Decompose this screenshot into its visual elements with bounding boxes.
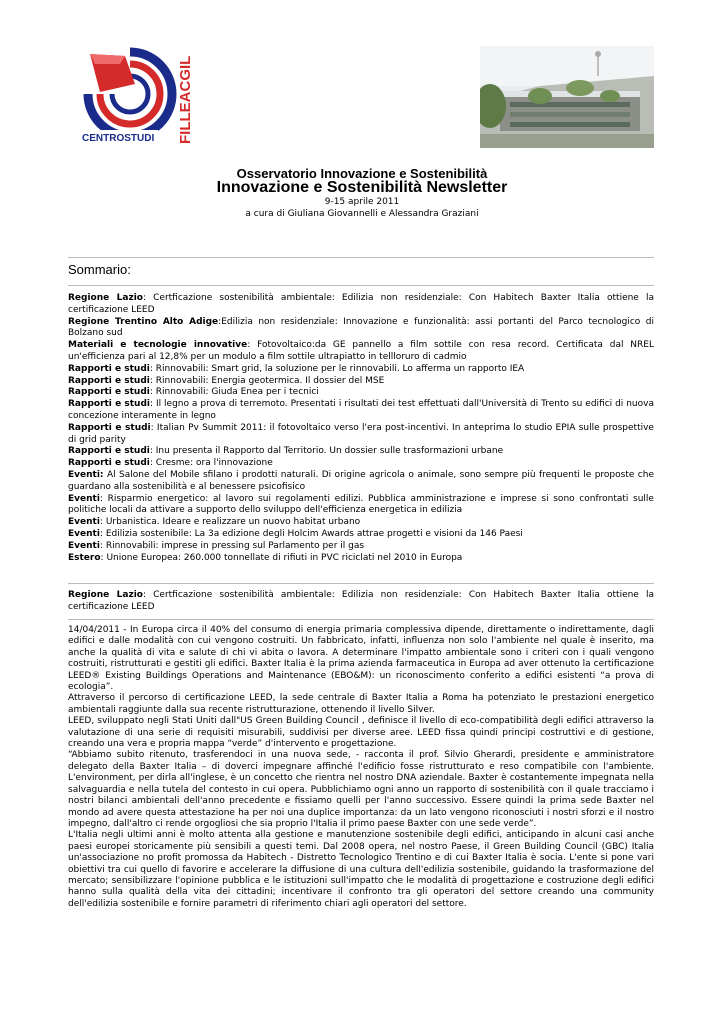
toc-item-label: Rapporti e studi xyxy=(68,387,150,398)
article-heading xyxy=(68,589,654,613)
article-separator: : xyxy=(142,590,154,600)
toc-item[interactable] xyxy=(68,458,654,470)
toc-item-text: Cresme: ora l'innovazione xyxy=(155,458,273,469)
divider xyxy=(68,583,654,584)
toc-item-text: Urbanistica. Ideare e realizzare un nuovo habitat urbano xyxy=(105,517,361,528)
toc-item-text: Rinnovabili: Smart grid, la soluzione per le rinnovabili. Lo afferma un rapporto IEA xyxy=(155,363,525,374)
building-photo xyxy=(480,46,654,148)
toc-item-label: Regione Lazio xyxy=(68,293,143,303)
toc-item-text: Rinnovabili: imprese in pressing sul Parlamento per il gas xyxy=(105,540,365,551)
toc-item-text: Edilizia non residenziale: Innovazione e funzionalità: assi portanti del Parco tecnologico di Bolzano sud xyxy=(68,316,654,339)
toc-item-label: Eventi xyxy=(68,493,100,504)
article-paragraph: “Abbiamo subito ritenuto, trasferendoci in una nuova sede, - racconta il prof. Silvio Gherardi, presidente e amministratore delegato della Baxter Italia – di doverci impegnare affinché l'edificio fosse ristrutturato e reso compatibile con l'ambiente. L'environment, per dirla all'inglese, è un concetto che rientra nel nostro DNA aziendale. Baxter è costantemente impegnata nella salvaguardia e nella tutela del contesto in cui opera. Pubblichiamo ogni anno un rapporto di sostenibilità con il quale tracciamo i nostri bilanci ambientali dell'anno precedente e fissiamo quelli per l'anno successivo. Essere quindi la prima sede Baxter nel mondo ad avere questa attestazione ha per noi una duplice importanza: da un lato vengono riconosciuti i nostri sforzi e il nostro impegno, dall'altro ci rende orgogliosi che sia proprio l'Italia il primo paese Baxter con une sede verde”. xyxy=(68,750,654,829)
toc-item-separator: : xyxy=(99,540,106,551)
toc-item[interactable] xyxy=(68,399,654,423)
toc-item[interactable] xyxy=(68,553,654,565)
toc-item[interactable] xyxy=(68,293,654,317)
article-paragraph: LEED, sviluppato negli Stati Uniti dall"US Green Building Council , definisce il livello di eco-compatibilità degli edifici attraverso la valutazione di una serie di requisiti misurabili, suddivisi per diverse aree. LEED fissa quindi principi costruttivi e di gestione, creando una vera e propria mappa “verde” d'intervento e progettazione. xyxy=(68,716,654,750)
toc-item-label: Materiali e tecnologie innovative xyxy=(68,340,248,351)
centro-studi-fillea-logo xyxy=(80,44,198,154)
sommario-heading: Sommario: xyxy=(68,262,131,277)
article-title-text: Certficazione sostenibilità ambientale: Edilizia non residenziale: Con Habitech Baxter Italia ottiene la certificazione LEED xyxy=(68,590,654,612)
toc-item-label: Rapporti e studi xyxy=(68,458,150,469)
divider xyxy=(68,257,654,258)
toc-item-separator: : xyxy=(100,552,107,563)
toc-item-text: Fotovoltaico:da GE pannello a film sottile con resa record. Certificata dal NREL un'efficienza pari al 12,8% per un modulo a film sottile ultrapiatto in tellloruro di cadmio xyxy=(68,340,654,362)
newsletter-authors: a cura di Giuliana Giovannelli e Alessandra Graziani xyxy=(245,209,479,219)
toc-item-text: Il legno a prova di terremoto. Presentati i risultati dei test effettuati dall'Università di Trento su edifici di nuova concezione interamente in legno xyxy=(68,399,654,421)
toc-item-text: Al Salone del Mobile sfilano i prodotti naturali. Di origine agricola o animale, sono sempre più frequenti le proposte che guardano alla sostenibilità e al benessere psicofisico xyxy=(68,469,654,492)
newsletter-date: 9-15 aprile 2011 xyxy=(324,197,400,207)
toc-item-text: Edilizia sostenibile: La 3a edizione degli Holcim Awards attrae progetti e visioni da 146 Paesi xyxy=(105,528,523,539)
article-paragraph: Attraverso il percorso di certificazione LEED, la sede centrale di Baxter Italia a Roma ha potenziato le prestazioni energetico ambientali raggiunte dalla sua recente ristrutturazione, ottenendo il livello Silver. xyxy=(68,693,654,715)
toc-item[interactable] xyxy=(68,529,654,541)
article-body xyxy=(68,625,654,910)
toc-item-label: Regione Trentino Alto Adige xyxy=(68,316,219,327)
toc-item-label: Eventi xyxy=(68,540,100,551)
toc-item-text: Rinnovabili: Energia geotermica. Il dossier del MSE xyxy=(155,375,385,386)
logo-text-centro: CENTROSTUDI xyxy=(82,133,155,144)
toc-item-label: Eventi: xyxy=(68,469,104,480)
article-paragraph: L'Italia negli ultimi anni è molto attenta alla gestione e manutenzione sostenibile degli edifici, anticipando in alcuni casi anche paesi europei storicamente più sensibili a questi temi. Dal 2008 opera, nel nostro Paese, il Green Building Council (GBC) Italia un'associazione no profit promossa da Habitech - Distretto Tecnologico Trentino e di cui Baxter Italia è socia. L'ente si pone vari obiettivi tra cui quello di favorire e accelerare la diffusione di una cultura dell'edilizia sostenibile, guidando la trasformazione del mercato; sensibilizzare l'opinione pubblica e le istituzioni sull'impatto che le modalità di progettazione e costruzione degli edifici hanno sulla qualità della vita dei cittadini; incentivare il confronto tra gli operatori del settore creando una community dell'edilizia sostenibile e fornire parametri di riferimento chiari agli operatori del settore. xyxy=(68,830,654,909)
toc-item[interactable] xyxy=(68,446,654,458)
toc-item-separator: : xyxy=(149,446,156,457)
toc-item-separator: : xyxy=(149,363,156,374)
toc-item-separator: : xyxy=(142,293,154,303)
toc-item-text: Inu presenta il Rapporto dal Territorio. Un dossier sulle trasformazioni urbane xyxy=(155,446,504,457)
toc-item-text: Rinnovabili: Giuda Enea per i tecnici xyxy=(155,387,319,398)
article-paragraph: 14/04/2011 - In Europa circa il 40% del consumo di energia primaria complessiva dipende, direttamente o indirettamente, dagli edifici e dalle modalità con cui vengono costruiti. Un fabbricato, infatti, influenza non solo l'ambiente nel quale è inserito, ma anche la qualità di vita e salute di chi vi abita o lavora. A determinare l'impatto ambientale sono i criteri con i quali vengono costruiti, ristrutturati e gestiti gli edifici. Baxter Italia è la prima azienda farmaceutica in Europa ad aver ottenuto la certificazione LEED® Existing Buildings Operations and Maintenance (EBO&M): un riconoscimento conferito a edifici esistenti “a prova di ecologia”. xyxy=(68,625,654,693)
toc-item[interactable] xyxy=(68,364,654,376)
toc-item-separator: : xyxy=(150,422,157,433)
toc-item-label: Rapporti e studi xyxy=(68,363,150,374)
toc-item-separator: : xyxy=(99,517,106,528)
toc-item-separator: : xyxy=(247,340,258,351)
toc-item[interactable] xyxy=(68,517,654,529)
toc-item-label: Rapporti e studi xyxy=(68,375,150,386)
article-region-label: Regione Lazio xyxy=(68,590,143,600)
toc-item-separator: : xyxy=(150,399,156,410)
toc-item-text: Certficazione sostenibilità ambientale: Edilizia non residenziale: Con Habitech Baxter Italia ottiene la certificazione LEED xyxy=(68,293,654,315)
toc-item-text: Unione Europea: 260.000 tonnellate di rifiuti in PVC riciclati nel 2010 in Europa xyxy=(106,552,463,563)
toc-item[interactable] xyxy=(68,541,654,553)
toc-item-separator: : xyxy=(149,387,156,398)
toc-item-label: Rapporti e studi xyxy=(68,399,150,410)
toc-item[interactable] xyxy=(68,423,654,447)
toc-item-separator: : xyxy=(99,528,106,539)
toc-item[interactable] xyxy=(68,376,654,388)
toc-item[interactable] xyxy=(68,317,654,341)
observatory-title: Osservatorio Innovazione e Sostenibilità xyxy=(236,166,488,181)
toc-item-label: Estero xyxy=(68,552,101,563)
toc-item-separator: : xyxy=(218,316,222,327)
toc-item[interactable] xyxy=(68,340,654,364)
toc-item-label: Rapporti e studi xyxy=(68,446,150,457)
toc-item-label: Eventi xyxy=(68,517,100,528)
toc-item-separator: : xyxy=(99,493,108,504)
toc-item-separator: : xyxy=(149,375,156,386)
toc-item-separator: : xyxy=(149,458,156,469)
logo-graphic xyxy=(80,44,198,154)
logo-text-fillea: FILLEACGIL xyxy=(177,55,194,144)
toc-item-text: Italian Pv Summit 2011: il fotovoltaico verso l'era post-incentivi. In anteprima lo studio EPIA sulle prospettive di grid parity xyxy=(68,422,654,445)
table-of-contents xyxy=(68,293,654,564)
toc-item-label: Eventi xyxy=(68,528,100,539)
divider xyxy=(68,285,654,286)
toc-item[interactable] xyxy=(68,470,654,494)
toc-item-label: Rapporti e studi xyxy=(68,422,151,433)
toc-item[interactable] xyxy=(68,387,654,399)
newsletter-title: Innovazione e Sostenibilità Newsletter xyxy=(216,179,508,196)
toc-item-text: Risparmio energetico: al lavoro sui regolamenti edilizi. Pubblica amministrazione e imprese si sono confrontati sulle politiche locali da attivare a supporto dello sviluppo dell'efficienza energetica in edilizia xyxy=(68,493,654,516)
divider xyxy=(68,619,654,620)
toc-item[interactable] xyxy=(68,494,654,518)
